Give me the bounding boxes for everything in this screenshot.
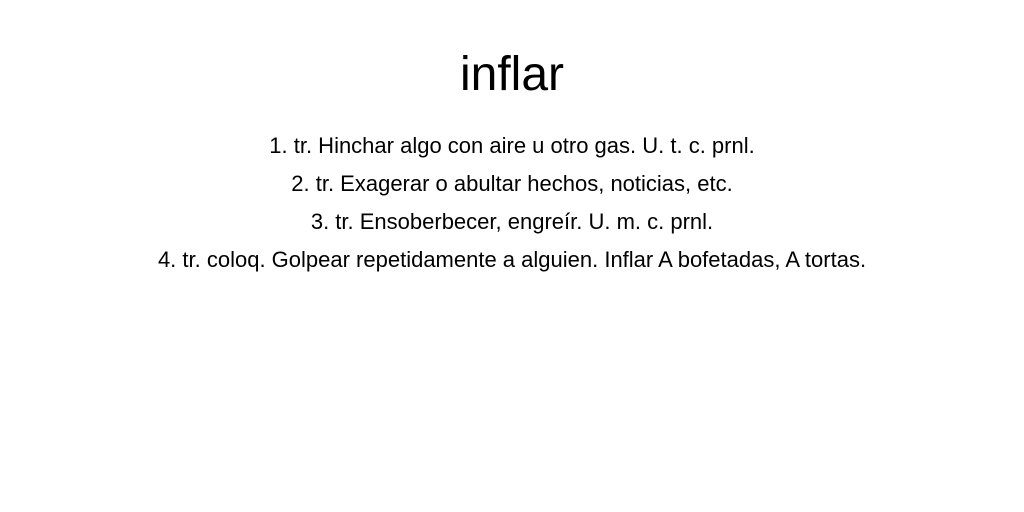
definition-2: 2. tr. Exagerar o abultar hechos, noticias, etc. xyxy=(291,171,733,196)
definition-list xyxy=(0,127,1024,279)
definition-1: 1. tr. Hinchar algo con aire u otro gas. U. t. c. prnl. xyxy=(269,133,755,158)
definition-3: 3. tr. Ensoberbecer, engreír. U. m. c. prnl. xyxy=(310,209,714,234)
headword-title: inflar xyxy=(459,48,565,101)
definition-4: 4. tr. coloq. Golpear repetidamente a alguien. Inflar A bofetadas, A tortas. xyxy=(157,247,867,272)
